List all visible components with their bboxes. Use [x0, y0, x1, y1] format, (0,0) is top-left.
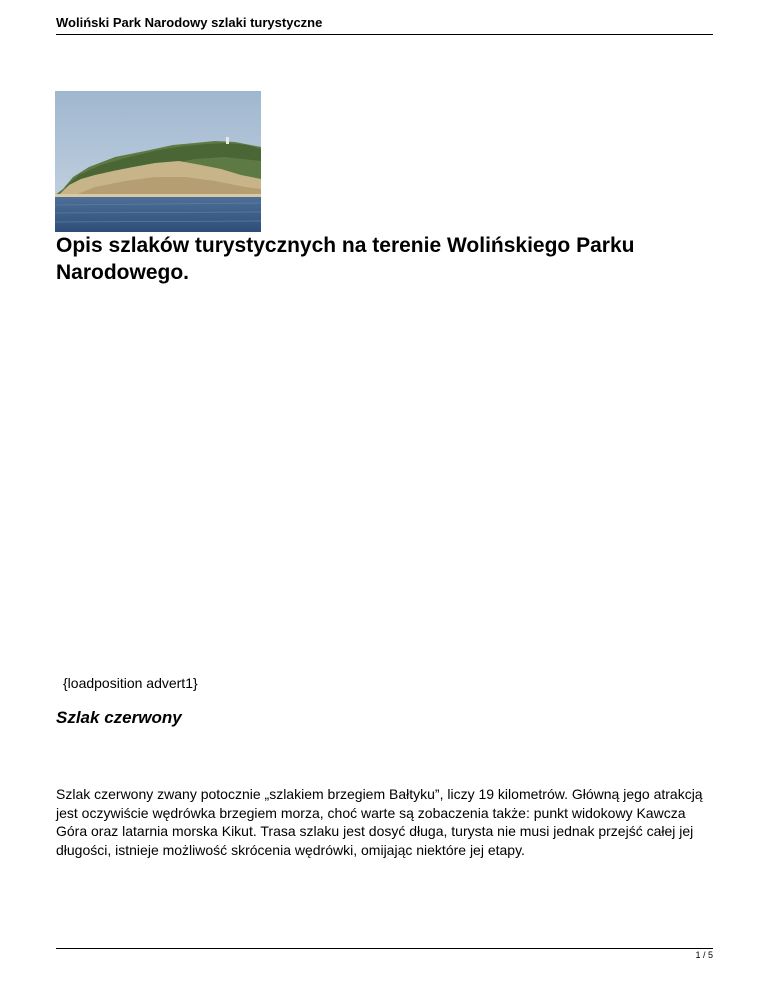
footer-divider — [56, 948, 713, 949]
article-title: Opis szlaków turystycznych na terenie Wolińskiego Parku Narodowego. — [56, 234, 635, 284]
section-title: Szlak czerwony — [56, 708, 182, 727]
loadposition-placeholder: {loadposition advert1} — [63, 675, 198, 691]
document-header-title: Woliński Park Narodowy szlaki turystyczne — [56, 15, 323, 30]
header-divider — [56, 34, 713, 35]
page-number: 1 / 5 — [695, 950, 713, 960]
section-paragraph: Szlak czerwony zwany potocznie „szlakiem brzegiem Bałtyku”, liczy 19 kilometrów. Główną jego atrakcją jest oczywiście wędrówka brzegiem morza, choć warte są zobaczenia także: punkt widokowy Kawcza Góra oraz latarnia morska Kikut. Trasa szlaku jest dosyć długa, turysta nie musi jednak przejść całej jej długości, istnieje możliwość skrócenia wędrówki, omijając niektóre jej etapy. — [56, 786, 703, 858]
coastal-cliff-photo — [55, 91, 261, 232]
